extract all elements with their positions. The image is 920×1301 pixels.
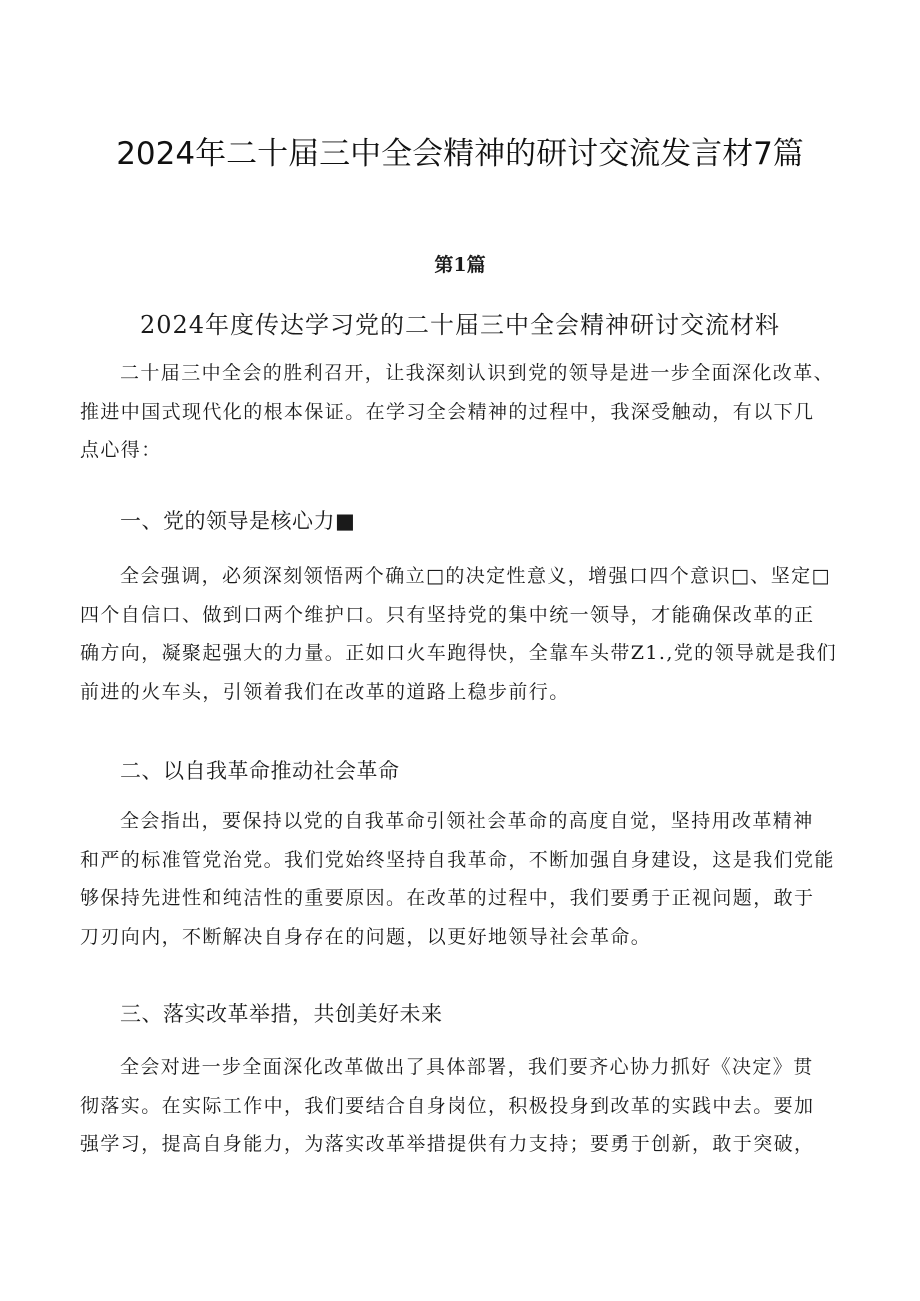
text-line: 全会强调，必须深刻领悟两个确立□的决定性意义，增强口四个意识□、坚定□ <box>120 565 831 587</box>
text-line: 刀刃向内，不断解决自身存在的问题，以更好地领导社会革命。 <box>80 925 652 948</box>
section-number: 第1篇 <box>434 254 486 276</box>
text-line: 四个自信口、做到口两个维护口。只有坚持党的集中统一领导，才能确保改革的正 <box>80 603 815 626</box>
text-line: 二十届三中全会的胜利召开，让我深刻认识到党的领导是进一步全面深化改革、 <box>120 362 835 384</box>
paragraph-3 <box>80 1048 860 1164</box>
text-line: 点心得： <box>80 439 162 461</box>
text-line: 推进中国式现代化的根本保证。在学习全会精神的过程中，我深受触动，有以下几 <box>80 400 815 423</box>
text-line: 全会对进一步全面深化改革做出了具体部署，我们要齐心协力抓好《决定》贯 <box>120 1056 814 1078</box>
text-line: 彻落实。在实际工作中，我们要结合自身岗位，积极投身到改革的实践中去。要加 <box>80 1094 815 1117</box>
paragraph-1 <box>80 557 860 711</box>
intro-paragraph <box>80 354 860 470</box>
text-line: 强学习，提高自身能力，为落实改革举措提供有力支持；要勇于创新，敢于突破， <box>80 1133 815 1155</box>
paragraph-2 <box>80 802 860 956</box>
text-line: 前进的火车头，引领着我们在改革的道路上稳步前行。 <box>80 680 570 703</box>
document-title: 2024年二十届三中全会精神的研讨交流发言材7篇 <box>116 136 804 172</box>
heading-1: 一、党的领导是核心力■ <box>120 509 356 533</box>
heading-2: 二、以自我革命推动社会革命 <box>120 759 400 783</box>
section-title: 2024年度传达学习党的二十届三中全会精神研讨交流材料 <box>139 311 781 339</box>
text-line: 确方向，凝聚起强大的力量。正如口火车跑得快，全靠车头带Z1.,党的领导就是我们 <box>80 642 837 664</box>
text-line: 和严的标准管党治党。我们党始终坚持自我革命，不断加强自身建设，这是我们党能 <box>80 848 835 871</box>
heading-3: 三、落实改革举措，共创美好未来 <box>120 1002 443 1026</box>
text-line: 够保持先进性和纯洁性的重要原因。在改革的过程中，我们要勇于正视问题，敢于 <box>80 887 815 909</box>
text-line: 全会指出，要保持以党的自我革命引领社会革命的高度自觉，坚持用改革精神 <box>120 810 814 832</box>
